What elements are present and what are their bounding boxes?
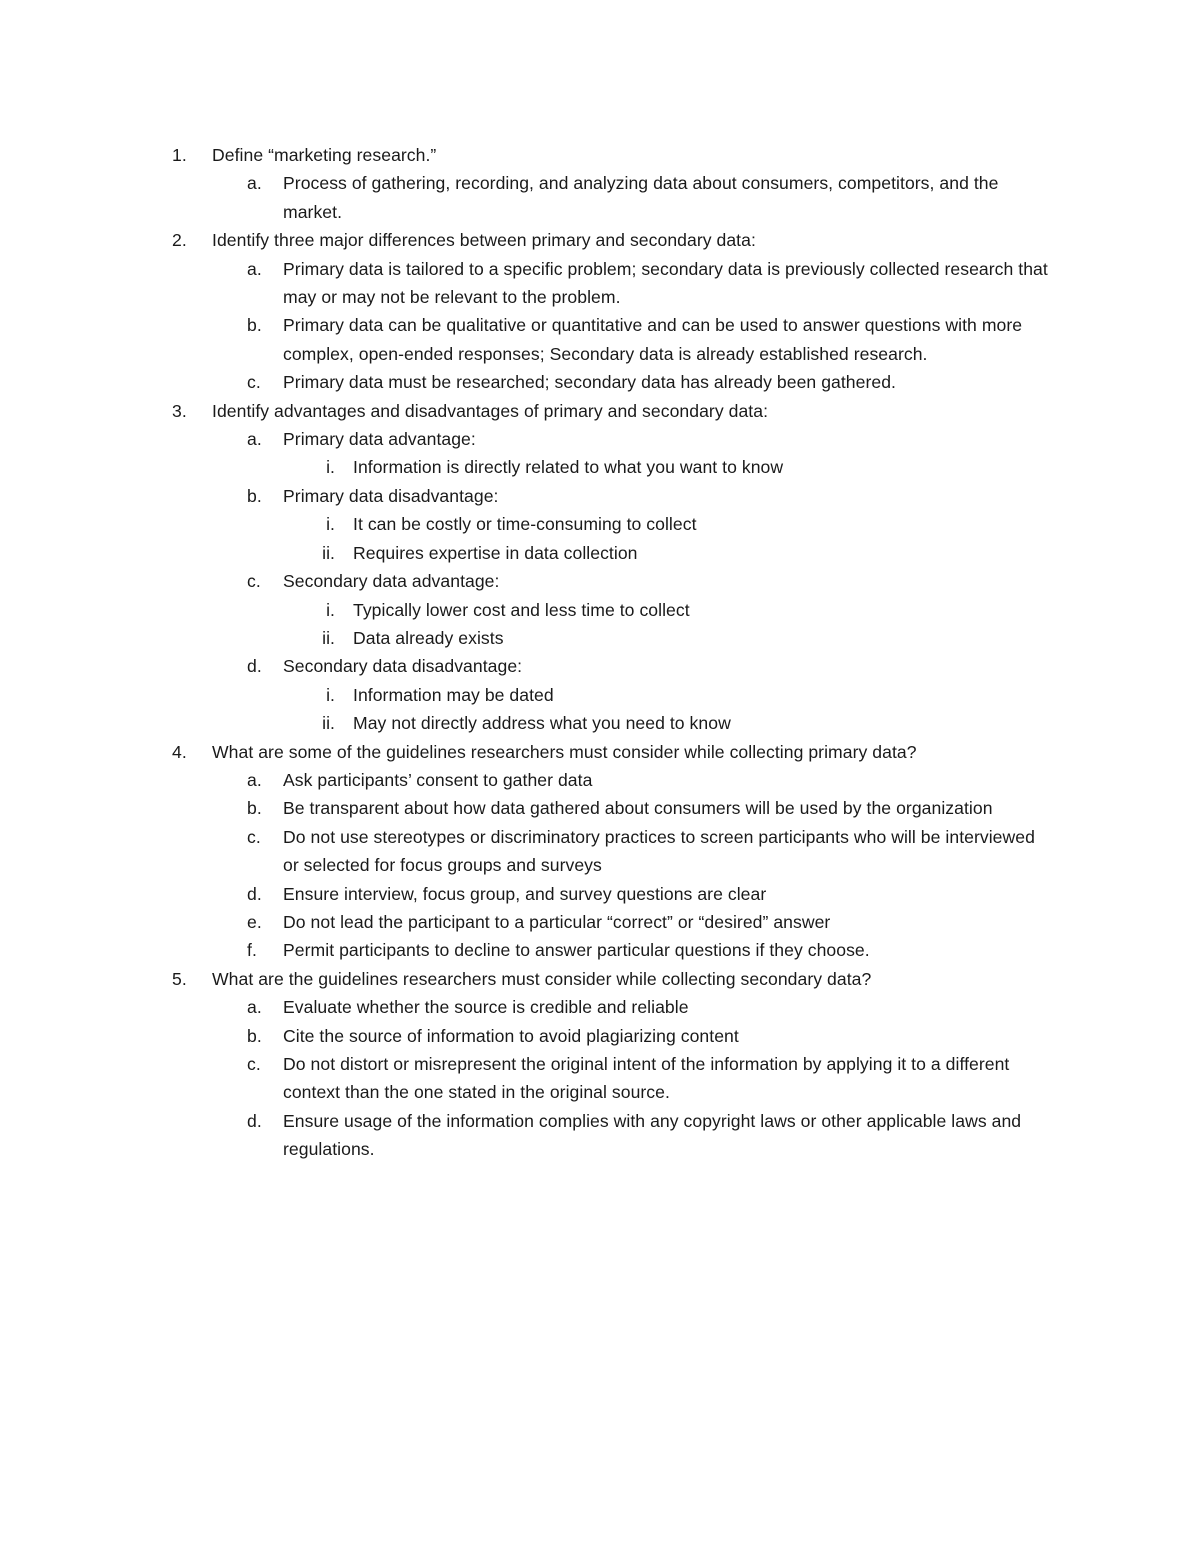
detail-text: Requires expertise in data collection [353,542,638,563]
answer-letter: b. [247,1025,262,1046]
question-number: 2. [172,230,187,251]
question-number: 4. [172,741,187,762]
answer-item [0,368,1200,396]
answer-item [0,936,1200,964]
detail-text: Information may be dated [353,684,554,705]
answer-text: Primary data is tailored to a specific problem; secondary data is previously collected research that may or may not be relevant to the problem. [283,258,1048,308]
answer-letter: d. [247,1110,262,1131]
answer-item [0,1022,1200,1050]
question-text: What are the guidelines researchers must consider while collecting secondary data? [212,968,872,989]
question-item [0,141,1200,226]
detail-text: Typically lower cost and less time to collect [353,599,690,620]
answer-text: Process of gathering, recording, and analyzing data about consumers, competitors, and the market. [283,173,999,222]
answer-text: Do not distort or misrepresent the original intent of the information by applying it to a different context than the one stated in the original source. [283,1054,1010,1103]
detail-item [0,709,1200,737]
answer-text: Do not lead the participant to a particular “correct” or “desired” answer [283,911,831,932]
answer-letter: f. [247,940,257,961]
answer-text: Cite the source of information to avoid plagiarizing content [283,1025,739,1046]
answer-text: Secondary data advantage: [283,571,500,592]
answer-text: Ensure usage of the information complies with any copyright laws or other applicable laws and regulations. [283,1110,1022,1160]
answer-item [0,567,1200,652]
detail-item [0,510,1200,538]
detail-numeral: ii. [322,713,335,734]
answer-letter: b. [247,485,262,506]
answer-text: Primary data can be qualitative or quantitative and can be used to answer questions with more complex, open-ended responses; Secondary data is already established research. [283,315,1023,364]
detail-text: Information is directly related to what you want to know [353,457,784,478]
answer-item [0,652,1200,737]
question-item [0,397,1200,738]
answer-letter: a. [247,997,262,1018]
question-item [0,738,1200,965]
answer-text: Primary data disadvantage: [283,485,499,506]
answer-letter: a. [247,173,262,194]
answer-item [0,908,1200,936]
detail-item [0,681,1200,709]
answer-item [0,311,1200,368]
detail-numeral: ii. [322,542,335,563]
question-list [0,141,1200,1164]
answer-letter: b. [247,315,262,336]
question-number: 1. [172,145,187,165]
detail-numeral: i. [326,514,335,535]
answer-letter: d. [247,656,262,677]
answer-text: Permit participants to decline to answer particular questions if they choose. [283,940,870,961]
answer-item [0,993,1200,1021]
detail-item [0,624,1200,652]
answer-item [0,1050,1200,1107]
answer-item [0,482,1200,567]
answer-text: Primary data must be researched; secondary data has already been gathered. [283,372,896,393]
answer-item [0,169,1200,226]
detail-text: It can be costly or time-consuming to collect [353,514,697,535]
answer-letter: a. [247,258,262,279]
detail-item [0,539,1200,567]
question-number: 3. [172,400,187,421]
detail-item [0,596,1200,624]
answer-letter: e. [247,911,262,932]
question-text: Define “marketing research.” [212,145,437,165]
answer-text: Ensure interview, focus group, and survey questions are clear [283,883,767,904]
question-text: What are some of the guidelines researchers must consider while collecting primary data? [212,741,917,762]
answer-item [0,880,1200,908]
question-text: Identify advantages and disadvantages of primary and secondary data: [212,400,769,421]
detail-numeral: ii. [322,627,335,648]
answer-letter: c. [247,1054,261,1074]
answer-item [0,255,1200,312]
detail-numeral: i. [326,457,335,478]
answer-letter: c. [247,372,261,393]
answer-letter: c. [247,571,261,592]
question-item [0,965,1200,1164]
answer-letter: b. [247,798,262,819]
answer-item [0,1107,1200,1164]
question-number: 5. [172,968,187,989]
answer-text: Secondary data disadvantage: [283,656,523,677]
answer-letter: a. [247,429,262,450]
answer-text: Do not use stereotypes or discriminatory practices to screen participants who will be interviewed or selected for focus groups and surveys [283,826,1035,876]
answer-item [0,766,1200,794]
answer-item [0,794,1200,822]
answer-item [0,425,1200,482]
detail-numeral: i. [326,684,335,705]
detail-numeral: i. [326,599,335,620]
detail-text: May not directly address what you need to know [353,713,731,734]
question-text: Identify three major differences between primary and secondary data: [212,230,756,251]
answer-letter: a. [247,769,262,790]
question-item [0,226,1200,396]
detail-text: Data already exists [353,627,504,648]
answer-text: Be transparent about how data gathered about consumers will be used by the organization [283,798,993,819]
answer-letter: d. [247,883,262,904]
detail-item [0,453,1200,481]
answer-item [0,823,1200,880]
answer-letter: c. [247,826,261,847]
answer-text: Evaluate whether the source is credible and reliable [283,997,689,1018]
answer-text: Ask participants’ consent to gather data [283,769,593,790]
answer-text: Primary data advantage: [283,429,476,450]
